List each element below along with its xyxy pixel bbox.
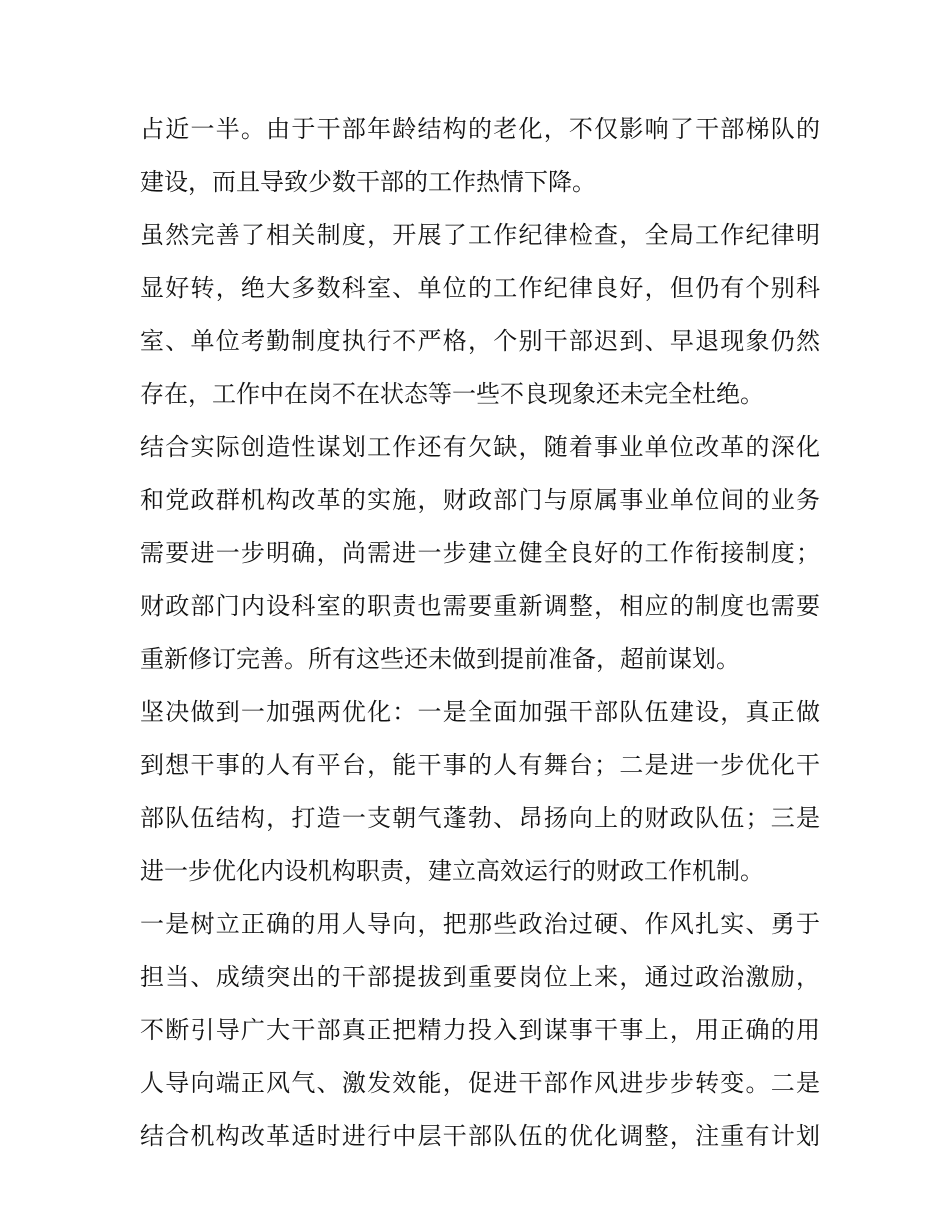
text-line: 财政部门内设科室的职责也需要重新调整，相应的制度也需要 xyxy=(140,592,820,620)
paragraph-1 xyxy=(140,103,820,209)
text-line: 建设，而且导致少数干部的工作热情下降。 xyxy=(140,168,596,196)
text-line: 重新修订完善。所有这些还未做到提前准备，超前谋划。 xyxy=(140,645,740,673)
paragraph-5 xyxy=(140,898,820,1163)
text-line: 需要进一步明确，尚需进一步建立健全良好的工作衔接制度； xyxy=(140,539,820,567)
text-line: 部队伍结构，打造一支朝气蓬勃、昂扬向上的财政队伍；三是 xyxy=(140,804,820,832)
text-line: 占近一半。由于干部年龄结构的老化，不仅影响了干部梯队的 xyxy=(140,115,820,143)
text-line: 不断引导广大干部真正把精力投入到谋事干事上，用正确的用 xyxy=(140,1016,820,1044)
text-line: 室、单位考勤制度执行不严格，个别干部迟到、早退现象仍然 xyxy=(140,327,820,355)
text-line: 到想干事的人有平台，能干事的人有舞台；二是进一步优化干 xyxy=(140,751,820,779)
text-line: 结合实际创造性谋划工作还有欠缺，随着事业单位改革的深化 xyxy=(140,433,820,461)
paragraph-2 xyxy=(140,209,820,421)
text-line: 结合机构改革适时进行中层干部队伍的优化调整，注重有计划 xyxy=(140,1122,820,1150)
text-line: 进一步优化内设机构职责，建立高效运行的财政工作机制。 xyxy=(140,857,764,885)
text-line: 一是树立正确的用人导向，把那些政治过硬、作风扎实、勇于 xyxy=(140,910,820,938)
text-line: 人导向端正风气、激发效能，促进干部作风进步步转变。二是 xyxy=(140,1069,820,1097)
text-line: 担当、成绩突出的干部提拔到重要岗位上来，通过政治激励， xyxy=(140,963,820,991)
text-line: 虽然完善了相关制度，开展了工作纪律检查，全局工作纪律明 xyxy=(140,221,820,249)
text-line: 坚决做到一加强两优化：一是全面加强干部队伍建设，真正做 xyxy=(140,698,820,726)
paragraph-4 xyxy=(140,686,820,898)
text-line: 存在，工作中在岗不在状态等一些不良现象还未完全杜绝。 xyxy=(140,380,764,408)
text-line: 和党政群机构改革的实施，财政部门与原属事业单位间的业务 xyxy=(140,486,820,514)
text-line: 显好转，绝大多数科室、单位的工作纪律良好，但仍有个别科 xyxy=(140,274,820,302)
document-body xyxy=(140,103,820,1163)
paragraph-3 xyxy=(140,421,820,686)
